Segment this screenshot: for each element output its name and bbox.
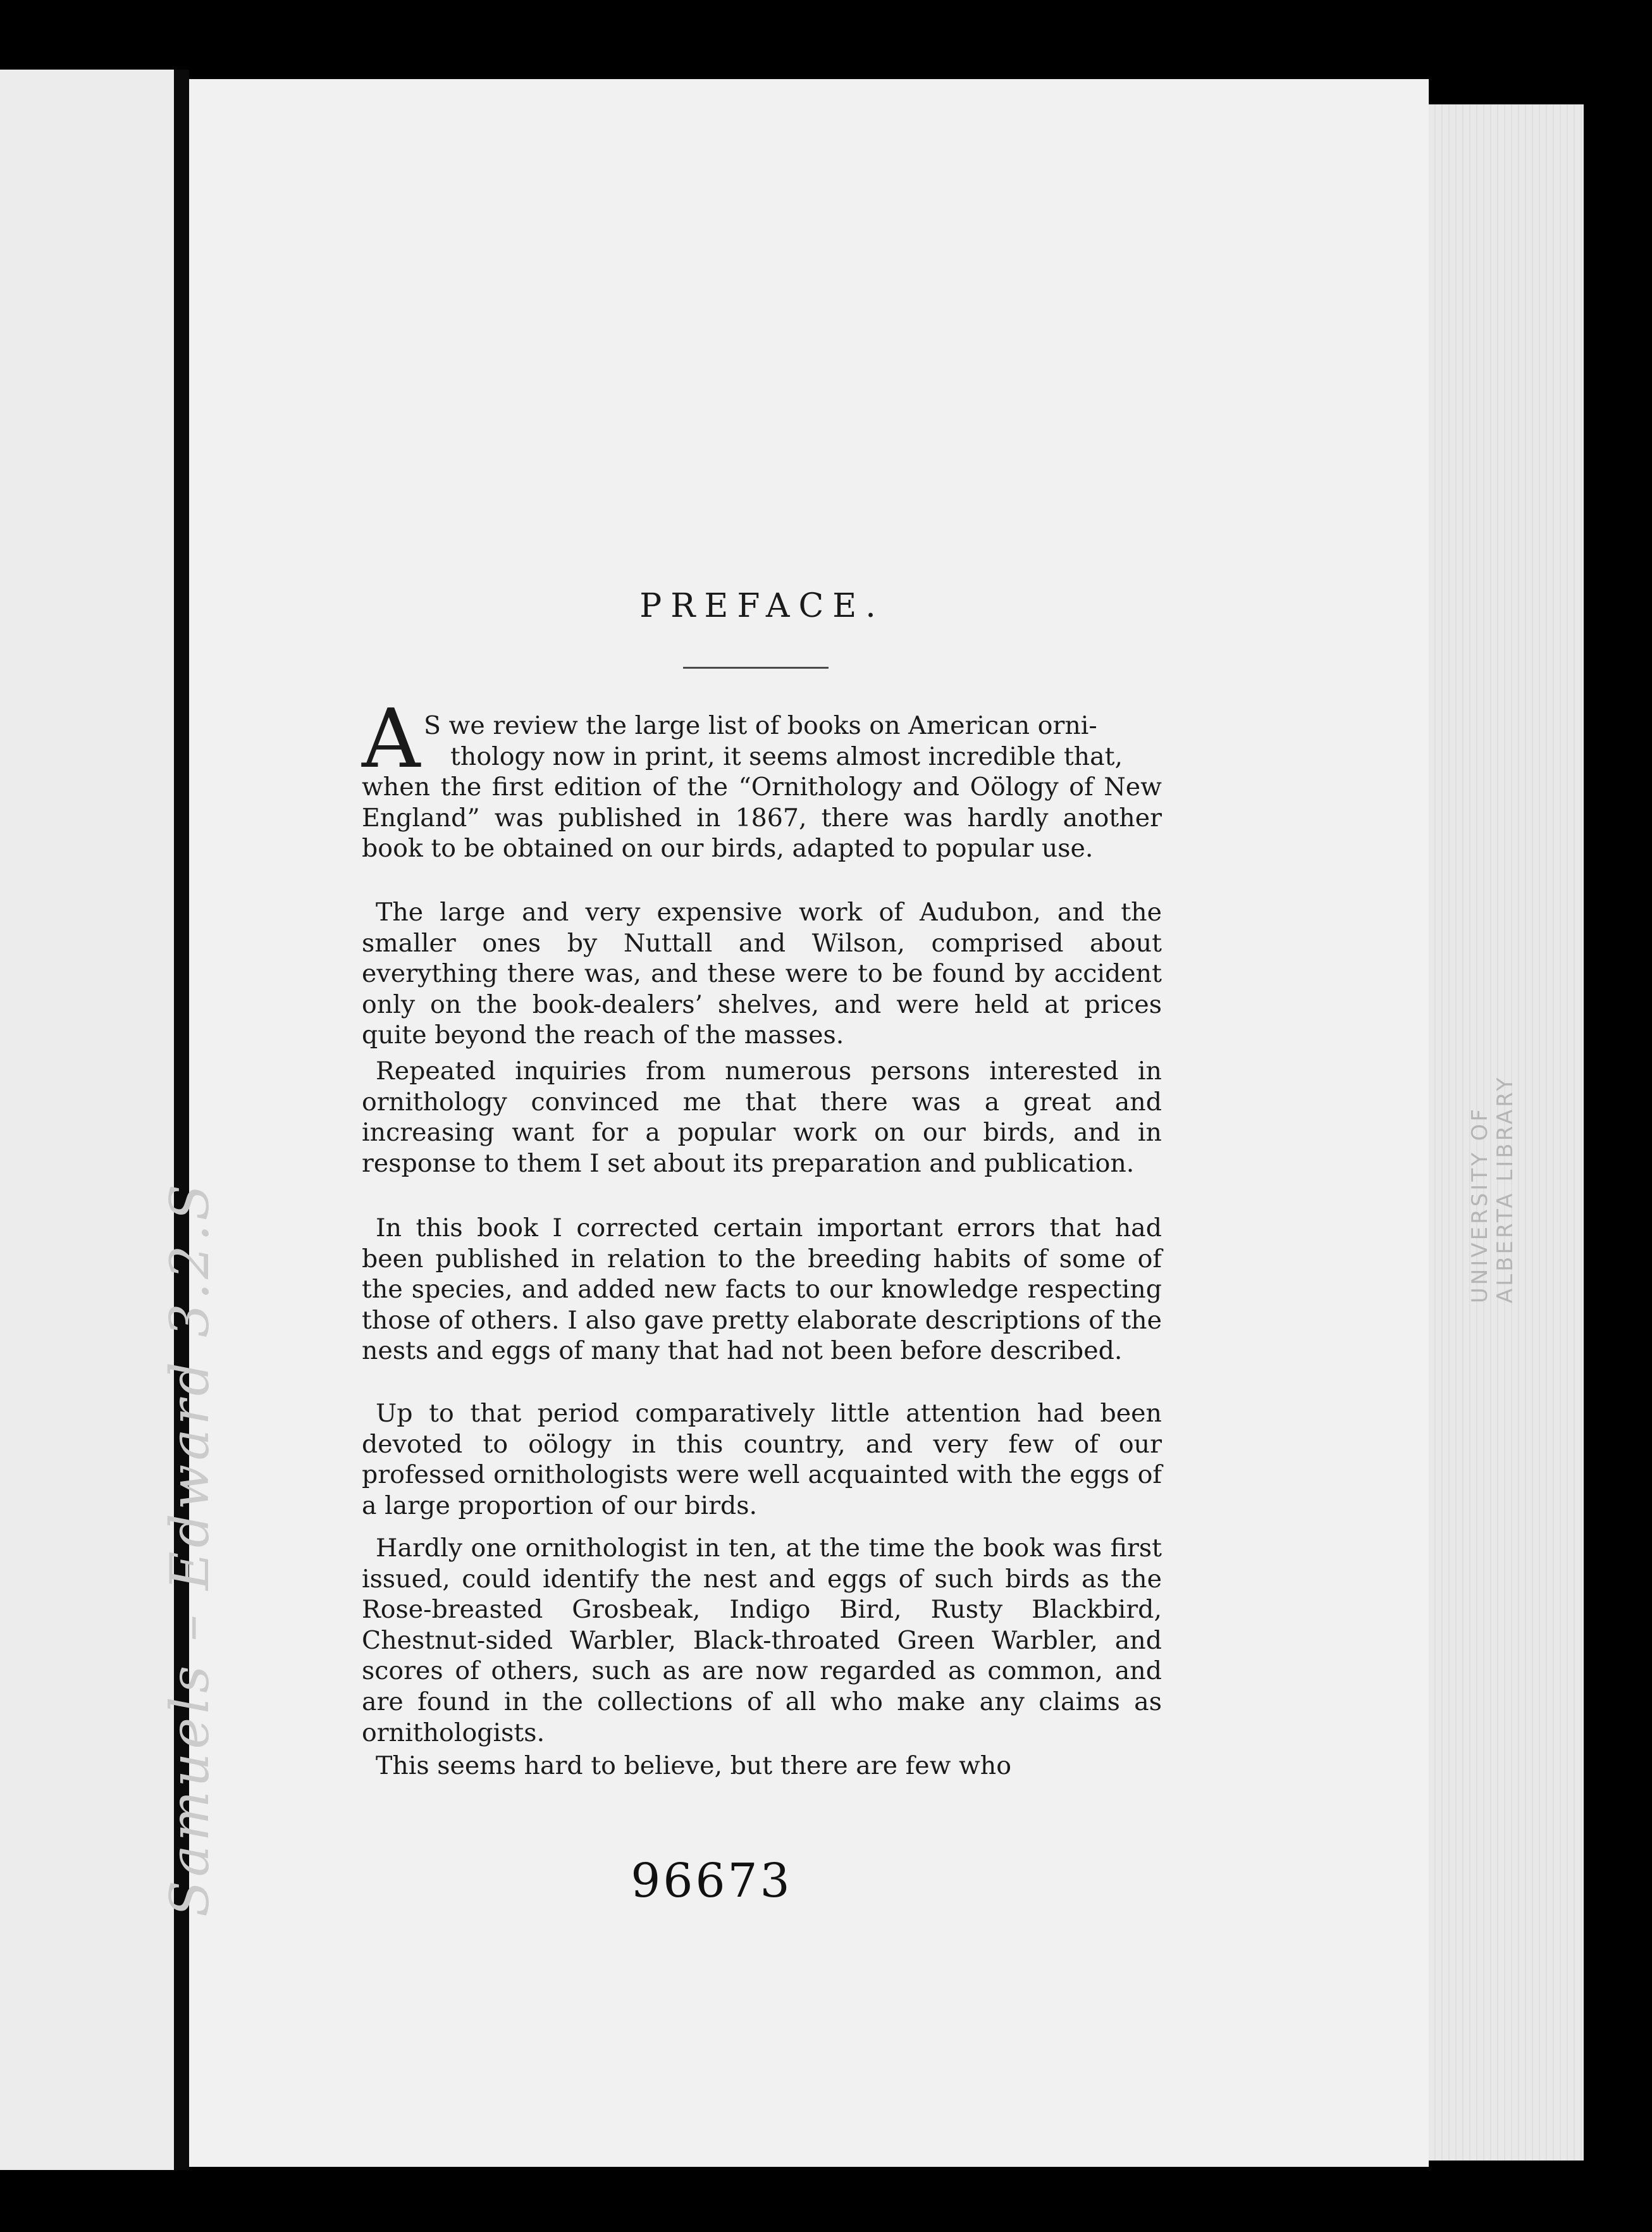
page-title: PREFACE.: [639, 587, 885, 625]
paragraph-1-line-2: thology now in print, it seems almost incredible that,: [450, 741, 1123, 771]
paragraph-3: Repeated inquiries from numerous persons interested in ornithology convinced me that there was a great and increasing want for a popular work on our birds, and in response to them I set about its preparation and publication.: [362, 1057, 1162, 1178]
title-divider: [683, 667, 829, 669]
paragraph-5: Up to that period comparatively little attention had been devoted to oölogy in this country, and very few of our professed ornithologists were well acquainted with the eggs of a large proportion of our birds.: [362, 1399, 1162, 1520]
paragraph-6: Hardly one ornithologist in ten, at the time the book was first issued, could identify the nest and eggs of such birds as the Rose-breasted Grosbeak, Indigo Bird, Rusty Blackbird, Chestnut-sided Warbler, Black-throated Green Warbler, and scores of others, such as are now regarded as common, and are found in the collections of all who make any claims as ornithologists.: [362, 1534, 1162, 1747]
paragraph-7: This seems hard to believe, but there are few who: [376, 1751, 1011, 1780]
paragraph-1-rest: when the first edition of the “Ornithology and Oölogy of New England” was published in 1867, there was hardly another book to be obtained on our birds, adapted to popular use.: [362, 772, 1162, 864]
paragraph-2: The large and very expensive work of Audubon, and the smaller ones by Nuttall and Wilson, comprised about everything there was, and these were to be found by accident only on the book-dealers’ shelves, and were held at prices quite beyond the reach of the masses.: [362, 898, 1162, 1050]
paragraph-1-line-1: S we review the large list of books on American orni-: [424, 711, 1097, 740]
drop-cap: A: [362, 692, 421, 786]
handwritten-margin-note: Samuels – Edward 3.2.S: [159, 1181, 221, 1917]
accession-number: 96673: [631, 1854, 792, 1908]
previous-page-edge: [0, 70, 174, 2170]
paragraph-1: [362, 710, 1162, 864]
paragraph-4: In this book I corrected certain important errors that had been published in relation to the breeding habits of some of the species, and added new facts to our knowledge respecting those of others. I also gave pretty elaborate descriptions of the nests and eggs of many that had not been before described.: [362, 1213, 1162, 1366]
library-stamp: UNIVERSITY OF ALBERTA LIBRARY: [1467, 1075, 1518, 1303]
